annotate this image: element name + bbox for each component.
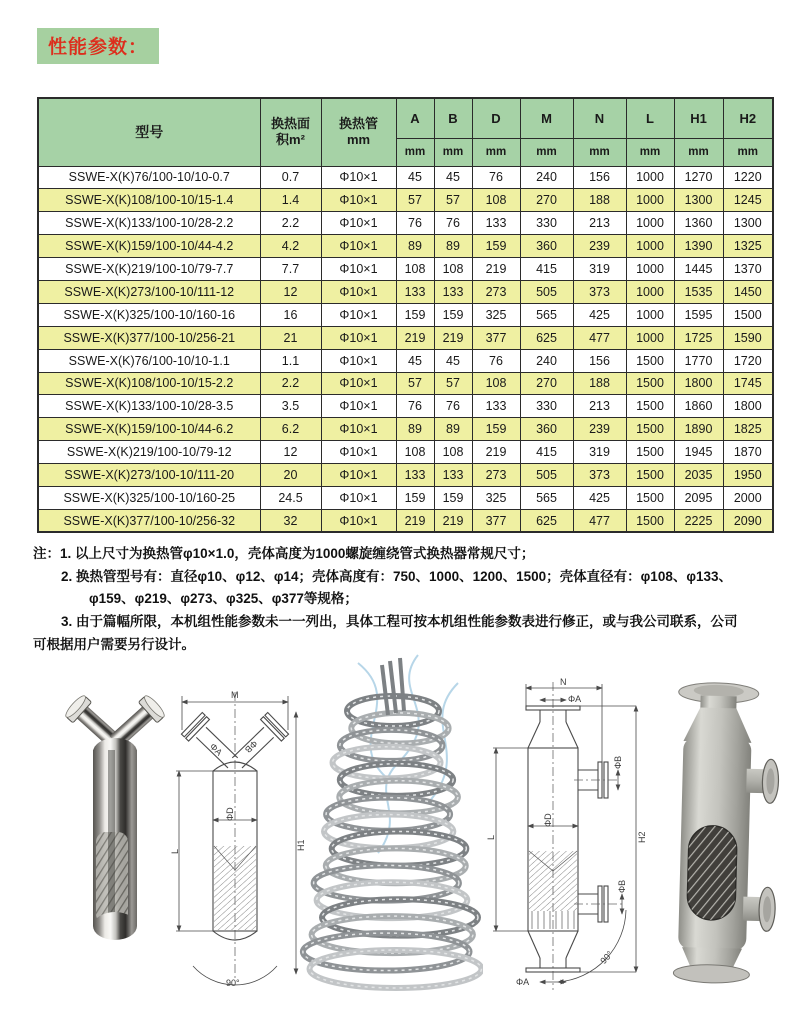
cell-value: 415 <box>520 258 573 281</box>
table-row <box>38 486 773 509</box>
cell-value: 2.2 <box>260 372 321 395</box>
table-row <box>38 326 773 349</box>
col-header-model: 型号 <box>38 98 260 166</box>
cell-value: 415 <box>520 441 573 464</box>
cell-model: SSWE-X(K)76/100-10/10-0.7 <box>38 166 260 189</box>
cell-value: 3.5 <box>260 395 321 418</box>
cell-value: 325 <box>472 486 520 509</box>
cell-value: 1000 <box>626 258 674 281</box>
col-header-h2: H2 <box>723 98 773 138</box>
table-row <box>38 464 773 487</box>
cell-value: 1535 <box>674 280 723 303</box>
cell-value: 188 <box>573 372 626 395</box>
cell-value: 89 <box>396 235 434 258</box>
cell-value: 1500 <box>626 372 674 395</box>
cell-value: 12 <box>260 280 321 303</box>
cell-value: 1890 <box>674 418 723 441</box>
cell-value: 108 <box>434 441 472 464</box>
cell-value: 219 <box>472 441 520 464</box>
cell-value: 625 <box>520 509 573 532</box>
cell-value: 133 <box>434 280 472 303</box>
coil-rings <box>303 696 482 988</box>
cell-value: 108 <box>434 258 472 281</box>
cell-value: 1825 <box>723 418 773 441</box>
note-line: 可根据用户需要另行设计。 <box>33 636 195 652</box>
cell-value: Φ10×1 <box>321 464 396 487</box>
col-unit-mm: mm <box>472 138 520 166</box>
cell-value: 108 <box>472 189 520 212</box>
product-photo-x-type <box>50 680 180 995</box>
spec-table-body <box>38 166 773 532</box>
cell-value: 270 <box>520 372 573 395</box>
cell-value: 108 <box>472 372 520 395</box>
dim-label-phiA-bottom: ΦA <box>516 977 530 987</box>
cell-value: 156 <box>573 349 626 372</box>
cell-value: 1870 <box>723 441 773 464</box>
cell-value: 1720 <box>723 349 773 372</box>
cell-value: 1500 <box>626 418 674 441</box>
cell-model: SSWE-X(K)219/100-10/79-12 <box>38 441 260 464</box>
cell-value: 16 <box>260 303 321 326</box>
table-row <box>38 509 773 532</box>
dim-label-phiD: ΦD <box>225 807 235 821</box>
spec-table-head <box>38 98 773 166</box>
note-line: φ159、φ219、φ273、φ325、φ377等规格； <box>89 591 358 607</box>
cell-value: 1360 <box>674 212 723 235</box>
cell-value: 0.7 <box>260 166 321 189</box>
cell-model: SSWE-X(K)159/100-10/44-6.2 <box>38 418 260 441</box>
cell-value: 159 <box>472 418 520 441</box>
cell-model: SSWE-X(K)377/100-10/256-21 <box>38 326 260 349</box>
cell-value: 45 <box>396 349 434 372</box>
cell-value: 57 <box>396 372 434 395</box>
cell-value: 1000 <box>626 212 674 235</box>
cell-value: 2000 <box>723 486 773 509</box>
cell-value: 89 <box>434 418 472 441</box>
note-line: 注：1. 以上尺寸为换热管φ10×1.0，壳体高度为1000螺旋缠绕管式换热器常规尺寸； <box>33 546 535 561</box>
dim-label-phiD: ΦD <box>543 813 553 827</box>
dim-label-phiB-upper: ΦB <box>613 755 623 769</box>
cell-value: 505 <box>520 280 573 303</box>
cell-model: SSWE-X(K)273/100-10/111-12 <box>38 280 260 303</box>
cell-value: 1370 <box>723 258 773 281</box>
cell-value: 1595 <box>674 303 723 326</box>
cell-value: 377 <box>472 509 520 532</box>
cell-value: Φ10×1 <box>321 349 396 372</box>
cell-value: Φ10×1 <box>321 441 396 464</box>
cell-value: 319 <box>573 441 626 464</box>
cell-value: 1500 <box>626 486 674 509</box>
cell-value: 1950 <box>723 464 773 487</box>
cell-value: 159 <box>434 303 472 326</box>
dimension-drawing-inline-type <box>478 676 648 996</box>
cell-value: 57 <box>396 189 434 212</box>
table-row <box>38 212 773 235</box>
cell-value: 108 <box>396 441 434 464</box>
cell-value: 159 <box>472 235 520 258</box>
table-row <box>38 189 773 212</box>
cell-value: 159 <box>434 486 472 509</box>
cell-value: 1500 <box>626 509 674 532</box>
cell-value: 1500 <box>723 303 773 326</box>
col-header-area <box>260 98 321 166</box>
cell-value: 7.7 <box>260 258 321 281</box>
col-unit-mm: mm <box>520 138 573 166</box>
table-row <box>38 258 773 281</box>
cell-value: Φ10×1 <box>321 212 396 235</box>
dim-label-N: N <box>560 677 567 687</box>
cell-value: 1390 <box>674 235 723 258</box>
cell-value: 133 <box>472 212 520 235</box>
coil-bundle-photo <box>298 653 483 995</box>
cell-value: 1220 <box>723 166 773 189</box>
cell-value: 273 <box>472 280 520 303</box>
cell-model: SSWE-X(K)159/100-10/44-4.2 <box>38 235 260 258</box>
cell-model: SSWE-X(K)325/100-10/160-16 <box>38 303 260 326</box>
dim-label-M: M <box>231 690 239 700</box>
cell-model: SSWE-X(K)108/100-10/15-1.4 <box>38 189 260 212</box>
cell-value: 1725 <box>674 326 723 349</box>
cell-value: 76 <box>396 212 434 235</box>
cell-value: 425 <box>573 303 626 326</box>
cell-value: Φ10×1 <box>321 486 396 509</box>
cell-value: 76 <box>434 212 472 235</box>
cell-value: Φ10×1 <box>321 235 396 258</box>
cell-model: SSWE-X(K)76/100-10/10-1.1 <box>38 349 260 372</box>
cell-value: 2225 <box>674 509 723 532</box>
cell-value: 219 <box>396 326 434 349</box>
cell-value: 133 <box>472 395 520 418</box>
dim-label-angle: 90° <box>226 978 240 988</box>
cell-value: 1.4 <box>260 189 321 212</box>
cell-value: 1500 <box>626 464 674 487</box>
cell-value: 32 <box>260 509 321 532</box>
col-header-m: M <box>520 98 573 138</box>
table-row <box>38 372 773 395</box>
cell-value: 1000 <box>626 189 674 212</box>
col-header-tube-line1: 换热管 <box>338 116 378 131</box>
cell-value: 1590 <box>723 326 773 349</box>
dim-label-phiA-top: ΦA <box>568 694 582 704</box>
table-row <box>38 166 773 189</box>
cell-model: SSWE-X(K)219/100-10/79-7.7 <box>38 258 260 281</box>
cell-value: 1270 <box>674 166 723 189</box>
col-header-d: D <box>472 98 520 138</box>
cell-value: 360 <box>520 235 573 258</box>
col-unit-mm: mm <box>723 138 773 166</box>
dim-label-L: L <box>486 834 496 840</box>
dim-label-phiB-top: ΦB <box>242 738 260 755</box>
note-line: 3. 由于篇幅所限，本机组性能参数未一一列出，具体工程可按本机组性能参数表进行修正，或与我公司联系，公司 <box>61 614 738 630</box>
cell-value: 45 <box>434 349 472 372</box>
cell-value: 505 <box>520 464 573 487</box>
cell-value: 89 <box>434 235 472 258</box>
col-header-l: L <box>626 98 674 138</box>
cell-value: 1945 <box>674 441 723 464</box>
cell-model: SSWE-X(K)108/100-10/15-2.2 <box>38 372 260 395</box>
cell-value: 213 <box>573 395 626 418</box>
cell-value: 89 <box>396 418 434 441</box>
cell-value: 12 <box>260 441 321 464</box>
cell-value: 239 <box>573 418 626 441</box>
cell-value: 2090 <box>723 509 773 532</box>
cell-value: 477 <box>573 509 626 532</box>
cell-value: 377 <box>472 326 520 349</box>
cell-value: 2095 <box>674 486 723 509</box>
cell-value: 240 <box>520 349 573 372</box>
cell-value: 1000 <box>626 235 674 258</box>
cell-value: 6.2 <box>260 418 321 441</box>
cell-value: 565 <box>520 303 573 326</box>
cell-value: 240 <box>520 166 573 189</box>
cell-value: 219 <box>472 258 520 281</box>
cell-value: Φ10×1 <box>321 166 396 189</box>
cell-value: 1.1 <box>260 349 321 372</box>
col-header-b: B <box>434 98 472 138</box>
cell-value: 76 <box>434 395 472 418</box>
dim-label-L: L <box>170 848 180 854</box>
cell-value: 1500 <box>626 441 674 464</box>
cell-value: 239 <box>573 235 626 258</box>
cell-value: 1500 <box>626 349 674 372</box>
dim-label-H2: H2 <box>637 831 647 843</box>
cell-value: 1770 <box>674 349 723 372</box>
cell-value: 57 <box>434 189 472 212</box>
dim-label-H1: H1 <box>296 839 306 851</box>
cell-value: Φ10×1 <box>321 189 396 212</box>
cell-value: 373 <box>573 464 626 487</box>
col-unit-mm: mm <box>573 138 626 166</box>
cell-value: 330 <box>520 395 573 418</box>
dim-label-phiB-lower: ΦB <box>617 879 627 893</box>
cell-value: 76 <box>472 166 520 189</box>
dim-label-angle: 90° <box>598 948 615 966</box>
note-line: 2. 换热管型号有：直径φ10、φ12、φ14；壳体高度有：750、1000、1200、1500；壳体直径有：φ108、φ133、 <box>61 568 733 584</box>
col-unit-mm: mm <box>434 138 472 166</box>
cell-value: Φ10×1 <box>321 418 396 441</box>
cell-value: 1500 <box>626 395 674 418</box>
cell-value: 57 <box>434 372 472 395</box>
cell-value: 1300 <box>674 189 723 212</box>
cell-value: 270 <box>520 189 573 212</box>
col-header-tube-line2: mm <box>346 132 371 148</box>
cell-value: 1300 <box>723 212 773 235</box>
cell-value: 219 <box>396 509 434 532</box>
cell-value: 159 <box>396 486 434 509</box>
cell-value: 1000 <box>626 166 674 189</box>
cell-value: 45 <box>396 166 434 189</box>
cell-value: 133 <box>434 464 472 487</box>
table-row <box>38 280 773 303</box>
cell-value: 625 <box>520 326 573 349</box>
cell-value: Φ10×1 <box>321 372 396 395</box>
cell-value: 159 <box>396 303 434 326</box>
cell-value: 188 <box>573 189 626 212</box>
cell-value: Φ10×1 <box>321 280 396 303</box>
product-photo-inline-type <box>645 676 795 998</box>
dim-label-phiA-top: ΦA <box>207 741 225 758</box>
cell-value: 20 <box>260 464 321 487</box>
cell-model: SSWE-X(K)273/100-10/111-20 <box>38 464 260 487</box>
col-unit-mm: mm <box>626 138 674 166</box>
cell-value: 2035 <box>674 464 723 487</box>
cell-value: 330 <box>520 212 573 235</box>
cell-value: Φ10×1 <box>321 395 396 418</box>
page-title: 性能参数： <box>37 28 159 64</box>
cell-model: SSWE-X(K)133/100-10/28-2.2 <box>38 212 260 235</box>
cell-value: 477 <box>573 326 626 349</box>
cell-value: 1000 <box>626 280 674 303</box>
cell-value: Φ10×1 <box>321 509 396 532</box>
cell-value: 319 <box>573 258 626 281</box>
cell-value: 2.2 <box>260 212 321 235</box>
cell-value: 21 <box>260 326 321 349</box>
table-row <box>38 349 773 372</box>
cell-value: 219 <box>434 509 472 532</box>
coil-top-strands <box>382 658 404 715</box>
cell-value: 1800 <box>723 395 773 418</box>
cell-value: Φ10×1 <box>321 303 396 326</box>
table-row <box>38 395 773 418</box>
cell-value: 373 <box>573 280 626 303</box>
cell-value: 1800 <box>674 372 723 395</box>
cell-value: 45 <box>434 166 472 189</box>
table-row <box>38 418 773 441</box>
col-unit-mm: mm <box>396 138 434 166</box>
cell-value: 213 <box>573 212 626 235</box>
cell-model: SSWE-X(K)133/100-10/28-3.5 <box>38 395 260 418</box>
cell-value: 108 <box>396 258 434 281</box>
cell-value: 219 <box>434 326 472 349</box>
cell-value: 1445 <box>674 258 723 281</box>
table-row <box>38 303 773 326</box>
cell-value: 133 <box>396 280 434 303</box>
cell-value: 156 <box>573 166 626 189</box>
cell-value: 76 <box>396 395 434 418</box>
cell-value: 1860 <box>674 395 723 418</box>
cell-value: 325 <box>472 303 520 326</box>
cell-value: 1745 <box>723 372 773 395</box>
dimension-drawing-x-type <box>168 678 306 993</box>
cell-value: 1000 <box>626 326 674 349</box>
cell-value: 1000 <box>626 303 674 326</box>
cell-model: SSWE-X(K)377/100-10/256-32 <box>38 509 260 532</box>
cell-value: 133 <box>396 464 434 487</box>
table-row <box>38 235 773 258</box>
cell-value: 1450 <box>723 280 773 303</box>
col-header-area-line1: 换热面 <box>270 116 310 131</box>
notes-block <box>33 543 773 656</box>
col-header-tube <box>321 98 396 166</box>
cell-value: 24.5 <box>260 486 321 509</box>
cell-value: 565 <box>520 486 573 509</box>
table-row <box>38 441 773 464</box>
col-header-h1: H1 <box>674 98 723 138</box>
spec-table <box>37 97 774 533</box>
cell-value: 1245 <box>723 189 773 212</box>
col-header-a: A <box>396 98 434 138</box>
cell-value: 1325 <box>723 235 773 258</box>
col-unit-mm: mm <box>674 138 723 166</box>
cell-value: Φ10×1 <box>321 258 396 281</box>
cell-value: 273 <box>472 464 520 487</box>
col-header-area-line2: 积m² <box>276 132 305 148</box>
cell-value: 425 <box>573 486 626 509</box>
cell-model: SSWE-X(K)325/100-10/160-25 <box>38 486 260 509</box>
col-header-n: N <box>573 98 626 138</box>
cell-value: 76 <box>472 349 520 372</box>
cell-value: 4.2 <box>260 235 321 258</box>
cell-value: 360 <box>520 418 573 441</box>
cell-value: Φ10×1 <box>321 326 396 349</box>
